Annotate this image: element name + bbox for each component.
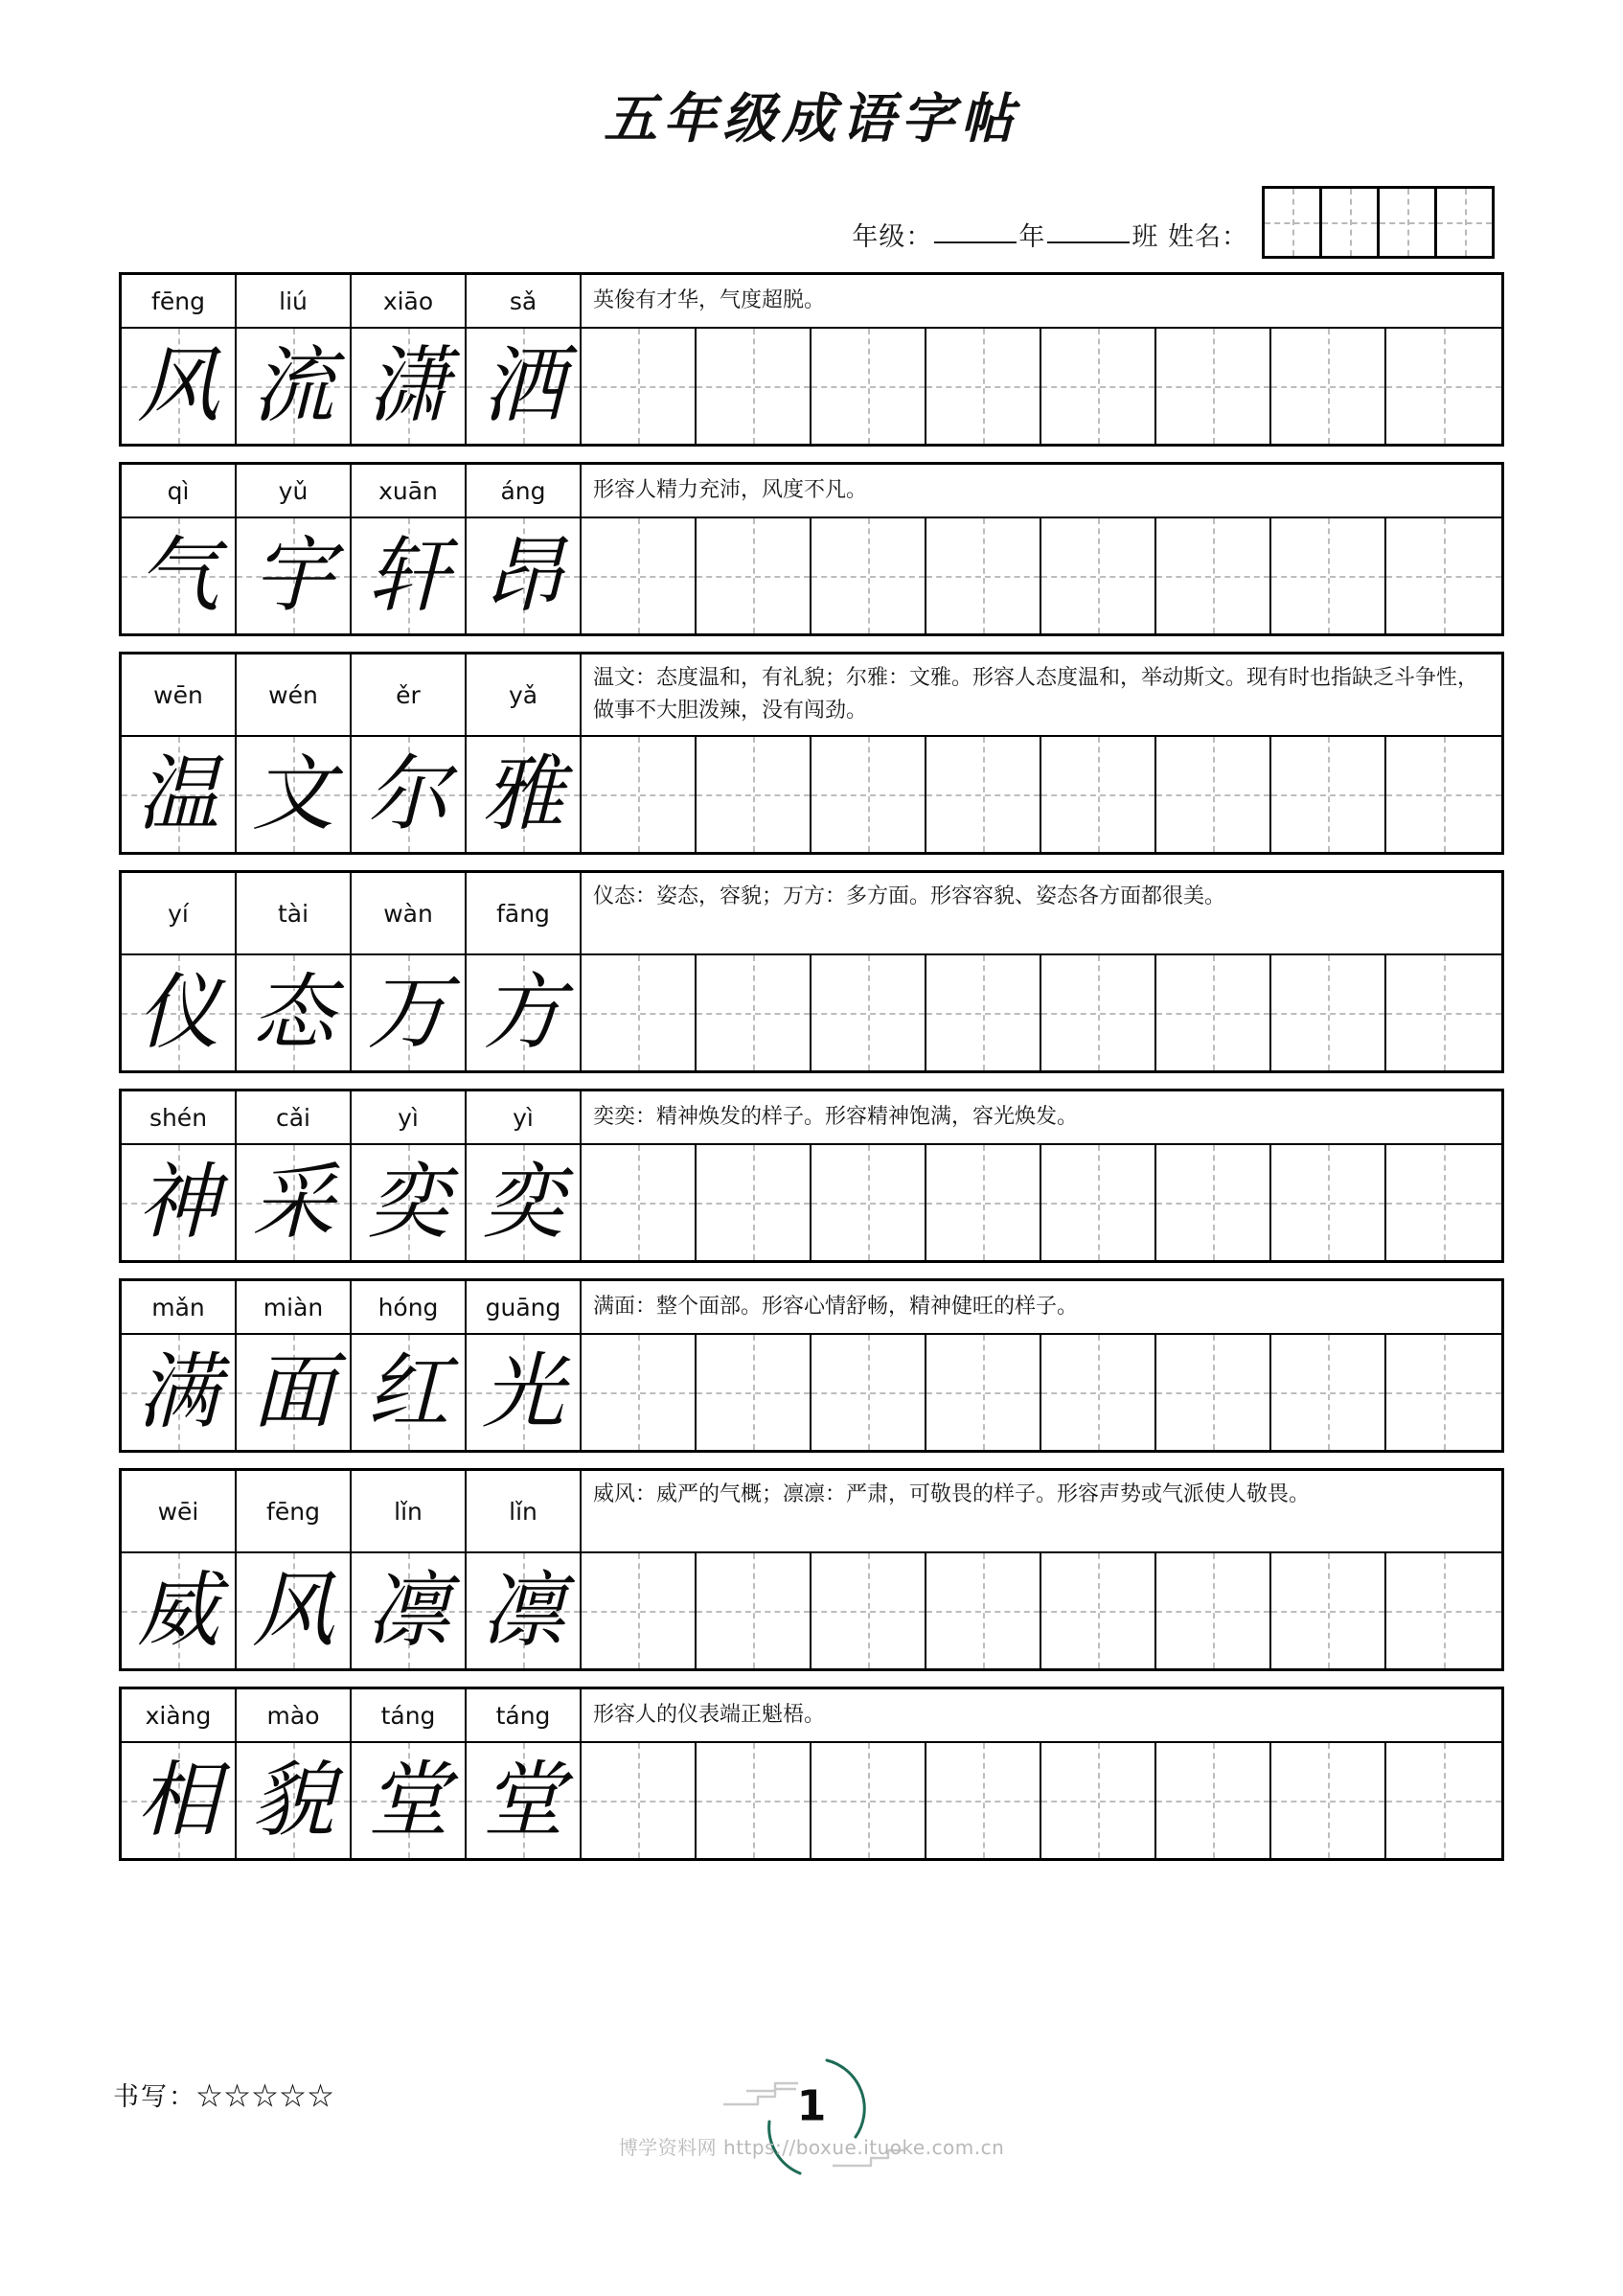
- blank-practice-cell[interactable]: [697, 1335, 812, 1450]
- idiom-block: [119, 462, 1504, 636]
- blank-practice-cell[interactable]: [1041, 518, 1156, 633]
- practice-row: [122, 955, 1501, 1070]
- character-glyph: 昂: [482, 528, 564, 624]
- blank-practice-cell[interactable]: [582, 1553, 697, 1668]
- idiom-block: [119, 870, 1504, 1073]
- pinyin-row: [122, 1281, 1501, 1335]
- character-glyph: 风: [252, 1563, 334, 1659]
- character-cell[interactable]: [352, 1145, 467, 1260]
- character-glyph: 神: [137, 1155, 219, 1251]
- character-glyph: 威: [137, 1563, 219, 1659]
- name-grid-cell[interactable]: [1437, 189, 1495, 256]
- blank-practice-cell[interactable]: [582, 1335, 697, 1450]
- blank-practice-cell[interactable]: [926, 1553, 1041, 1668]
- character-cell[interactable]: [467, 1553, 582, 1668]
- character-glyph: 流: [252, 338, 334, 434]
- writing-score-label: 书写：: [113, 2082, 196, 2112]
- character-glyph: 奕: [367, 1155, 449, 1251]
- character-cell[interactable]: [352, 329, 467, 444]
- blank-practice-cell[interactable]: [1271, 1743, 1386, 1858]
- pinyin-cell: lǐn: [352, 1471, 467, 1551]
- name-grid-cell[interactable]: [1380, 189, 1437, 256]
- blank-practice-cell[interactable]: [697, 955, 812, 1070]
- practice-row: [122, 1145, 1501, 1260]
- pinyin-cell: ěr: [352, 654, 467, 735]
- blank-practice-cell[interactable]: [1386, 1335, 1501, 1450]
- blank-practice-cell[interactable]: [582, 955, 697, 1070]
- practice-row: [122, 1335, 1501, 1450]
- character-glyph: 堂: [367, 1753, 449, 1848]
- pinyin-cell: yì: [467, 1091, 582, 1143]
- blank-practice-cell[interactable]: [1271, 329, 1386, 444]
- character-cell[interactable]: [237, 1335, 352, 1450]
- character-cell[interactable]: [467, 1145, 582, 1260]
- blank-practice-cell[interactable]: [1386, 1553, 1501, 1668]
- pinyin-cell: wēn: [122, 654, 237, 735]
- character-cell[interactable]: [122, 1335, 237, 1450]
- blank-practice-cell[interactable]: [1386, 737, 1501, 852]
- blank-practice-cell[interactable]: [697, 1553, 812, 1668]
- pinyin-cell: qì: [122, 465, 237, 517]
- pinyin-cell: xiàng: [122, 1689, 237, 1741]
- pinyin-cell: fēng: [237, 1471, 352, 1551]
- character-glyph: 尔: [367, 746, 449, 842]
- character-glyph: 温: [137, 746, 219, 842]
- blank-practice-cell[interactable]: [1156, 1335, 1271, 1450]
- idiom-meaning: 温文：态度温和，有礼貌；尔雅：文雅。形容人态度温和，举动斯文。现有时也指缺乏斗争性，做事不大胆泼辣，没有闯劲。: [593, 666, 1479, 723]
- blank-practice-cell[interactable]: [1386, 1743, 1501, 1858]
- pinyin-cell: miàn: [237, 1281, 352, 1333]
- character-cell[interactable]: [237, 1145, 352, 1260]
- blank-practice-cell[interactable]: [1156, 737, 1271, 852]
- idiom-meaning: 满面：整个面部。形容心情舒畅，精神健旺的样子。: [593, 1294, 1079, 1319]
- character-glyph: 奕: [482, 1155, 564, 1251]
- pinyin-row: [122, 1471, 1501, 1553]
- pinyin-row: [122, 1689, 1501, 1743]
- idiom-meaning: 奕奕：精神焕发的样子。形容精神饱满，容光焕发。: [593, 1104, 1079, 1129]
- blank-practice-cell[interactable]: [582, 1743, 697, 1858]
- blank-practice-cell[interactable]: [1156, 955, 1271, 1070]
- practice-row: [122, 737, 1501, 852]
- blank-practice-cell[interactable]: [697, 1145, 812, 1260]
- pinyin-cell: lǐn: [467, 1471, 582, 1551]
- character-glyph: 文: [252, 746, 334, 842]
- blank-practice-cell[interactable]: [1271, 1553, 1386, 1668]
- character-cell[interactable]: [467, 1335, 582, 1450]
- character-cell[interactable]: [237, 518, 352, 633]
- pinyin-cell: shén: [122, 1091, 237, 1143]
- character-cell[interactable]: [237, 1743, 352, 1858]
- blank-practice-cell[interactable]: [1156, 1145, 1271, 1260]
- grade-blank-line[interactable]: [934, 241, 1017, 243]
- blank-practice-cell[interactable]: [926, 955, 1041, 1070]
- character-glyph: 态: [252, 965, 334, 1061]
- idiom-block: [119, 272, 1504, 447]
- character-cell[interactable]: [122, 518, 237, 633]
- idiom-sheet: [119, 259, 1504, 1861]
- character-cell[interactable]: [122, 1553, 237, 1668]
- blank-practice-cell[interactable]: [926, 1743, 1041, 1858]
- character-cell[interactable]: [467, 1743, 582, 1858]
- character-cell[interactable]: [467, 518, 582, 633]
- pinyin-row: [122, 654, 1501, 737]
- blank-practice-cell[interactable]: [1271, 1335, 1386, 1450]
- blank-practice-cell[interactable]: [1271, 955, 1386, 1070]
- practice-row: [122, 1743, 1501, 1858]
- blank-practice-cell[interactable]: [582, 737, 697, 852]
- character-glyph: 宇: [252, 528, 334, 624]
- character-glyph: 采: [252, 1155, 334, 1251]
- character-cell[interactable]: [352, 955, 467, 1070]
- character-glyph: 万: [367, 965, 449, 1061]
- blank-practice-cell[interactable]: [582, 518, 697, 633]
- blank-practice-cell[interactable]: [697, 1743, 812, 1858]
- practice-row: [122, 518, 1501, 633]
- character-glyph: 貌: [252, 1753, 334, 1848]
- character-glyph: 面: [252, 1344, 334, 1440]
- character-glyph: 红: [367, 1344, 449, 1440]
- character-glyph: 凛: [367, 1563, 449, 1659]
- character-cell[interactable]: [122, 1145, 237, 1260]
- pinyin-cell: yǔ: [237, 465, 352, 517]
- writing-score: [113, 2076, 335, 2113]
- pinyin-cell: mào: [237, 1689, 352, 1741]
- character-cell[interactable]: [237, 737, 352, 852]
- blank-practice-cell[interactable]: [1041, 1553, 1156, 1668]
- blank-practice-cell[interactable]: [697, 329, 812, 444]
- name-label: 姓名：: [1168, 222, 1248, 252]
- idiom-meaning: 形容人精力充沛，风度不凡。: [593, 477, 868, 502]
- idiom-block: [119, 1089, 1504, 1263]
- practice-row: [122, 1553, 1501, 1668]
- character-cell[interactable]: [122, 329, 237, 444]
- blank-practice-cell[interactable]: [812, 329, 926, 444]
- blank-practice-cell[interactable]: [1041, 1335, 1156, 1450]
- blank-practice-cell[interactable]: [1156, 518, 1271, 633]
- blank-practice-cell[interactable]: [1041, 955, 1156, 1070]
- blank-practice-cell[interactable]: [1386, 329, 1501, 444]
- character-cell[interactable]: [467, 737, 582, 852]
- blank-practice-cell[interactable]: [926, 737, 1041, 852]
- character-cell[interactable]: [467, 955, 582, 1070]
- pinyin-cell: mǎn: [122, 1281, 237, 1333]
- pinyin-row: [122, 465, 1501, 518]
- pinyin-cell: sǎ: [467, 275, 582, 327]
- character-glyph: 方: [482, 965, 564, 1061]
- pinyin-row: [122, 275, 1501, 329]
- name-grid-cell[interactable]: [1322, 189, 1380, 256]
- character-cell[interactable]: [122, 1743, 237, 1858]
- pinyin-cell: guāng: [467, 1281, 582, 1333]
- blank-practice-cell[interactable]: [926, 1145, 1041, 1260]
- character-glyph: 堂: [482, 1753, 564, 1848]
- blank-practice-cell[interactable]: [1156, 1743, 1271, 1858]
- pinyin-cell: xiāo: [352, 275, 467, 327]
- idiom-block: [119, 652, 1504, 855]
- pinyin-cell: liú: [237, 275, 352, 327]
- blank-practice-cell[interactable]: [926, 329, 1041, 444]
- blank-practice-cell[interactable]: [812, 1743, 926, 1858]
- blank-practice-cell[interactable]: [697, 737, 812, 852]
- blank-practice-cell[interactable]: [812, 518, 926, 633]
- character-glyph: 气: [137, 528, 219, 624]
- blank-practice-cell[interactable]: [926, 518, 1041, 633]
- blank-practice-cell[interactable]: [582, 1145, 697, 1260]
- blank-practice-cell[interactable]: [1386, 518, 1501, 633]
- blank-practice-cell[interactable]: [812, 1145, 926, 1260]
- star-rating[interactable]: ☆☆☆☆☆: [196, 2082, 335, 2112]
- character-cell[interactable]: [352, 1553, 467, 1668]
- blank-practice-cell[interactable]: [697, 518, 812, 633]
- character-glyph: 仪: [137, 965, 219, 1061]
- grade-label: 年级：: [852, 222, 933, 252]
- character-cell[interactable]: [352, 1743, 467, 1858]
- pinyin-cell: táng: [352, 1689, 467, 1741]
- name-grid-cell[interactable]: [1265, 189, 1322, 256]
- page-number: 1: [796, 2081, 827, 2131]
- idiom-meaning: 形容人的仪表端正魁梧。: [593, 1702, 826, 1727]
- idiom-block: [119, 1278, 1504, 1453]
- character-glyph: 相: [137, 1753, 219, 1848]
- pinyin-row: [122, 1091, 1501, 1145]
- pinyin-cell: táng: [467, 1689, 582, 1741]
- class-blank-line[interactable]: [1047, 241, 1130, 243]
- blank-practice-cell[interactable]: [1041, 329, 1156, 444]
- character-cell[interactable]: [352, 1335, 467, 1450]
- character-glyph: 光: [482, 1344, 564, 1440]
- watermark: 博学资料网 https://boxue.ituoke.com.cn: [618, 2136, 1005, 2159]
- pinyin-cell: xuān: [352, 465, 467, 517]
- blank-practice-cell[interactable]: [1041, 737, 1156, 852]
- blank-practice-cell[interactable]: [812, 955, 926, 1070]
- character-cell[interactable]: [122, 955, 237, 1070]
- pinyin-cell: hóng: [352, 1281, 467, 1333]
- pinyin-cell: áng: [467, 465, 582, 517]
- pinyin-cell: wēi: [122, 1471, 237, 1551]
- character-glyph: 满: [137, 1344, 219, 1440]
- pinyin-row: [122, 873, 1501, 955]
- pinyin-cell: cǎi: [237, 1091, 352, 1143]
- page-footer: [0, 2030, 1623, 2193]
- blank-practice-cell[interactable]: [1041, 1145, 1156, 1260]
- pinyin-cell: wàn: [352, 873, 467, 953]
- character-cell[interactable]: [237, 1553, 352, 1668]
- pinyin-cell: fāng: [467, 873, 582, 953]
- page-number-decoration: [687, 2030, 936, 2183]
- pinyin-cell: wén: [237, 654, 352, 735]
- blank-practice-cell[interactable]: [812, 1335, 926, 1450]
- character-glyph: 雅: [482, 746, 564, 842]
- idiom-block: [119, 1468, 1504, 1671]
- idiom-meaning: 英俊有才华，气度超脱。: [593, 287, 826, 312]
- blank-practice-cell[interactable]: [812, 1553, 926, 1668]
- character-cell[interactable]: [352, 518, 467, 633]
- character-glyph: 洒: [482, 338, 564, 434]
- student-info-label: [852, 216, 1248, 259]
- practice-row: [122, 329, 1501, 444]
- blank-practice-cell[interactable]: [812, 737, 926, 852]
- character-cell[interactable]: [352, 737, 467, 852]
- pinyin-cell: tài: [237, 873, 352, 953]
- blank-practice-cell[interactable]: [1156, 329, 1271, 444]
- character-cell[interactable]: [237, 955, 352, 1070]
- idiom-meaning: 威风：威严的气概；凛凛：严肃，可敬畏的样子。形容声势或气派使人敬畏。: [593, 1482, 1311, 1506]
- idiom-meaning: 仪态：姿态，容貌；万方：多方面。形容容貌、姿态各方面都很美。: [593, 884, 1226, 908]
- blank-practice-cell[interactable]: [582, 329, 697, 444]
- blank-practice-cell[interactable]: [1041, 1743, 1156, 1858]
- year-label: 年: [1018, 222, 1046, 252]
- pinyin-cell: yǎ: [467, 654, 582, 735]
- blank-practice-cell[interactable]: [1156, 1553, 1271, 1668]
- character-glyph: 轩: [367, 528, 449, 624]
- character-cell[interactable]: [467, 329, 582, 444]
- blank-practice-cell[interactable]: [926, 1335, 1041, 1450]
- blank-practice-cell[interactable]: [1271, 518, 1386, 633]
- blank-practice-cell[interactable]: [1271, 1145, 1386, 1260]
- page-title: 五年级成语字帖: [604, 87, 1019, 150]
- name-grid[interactable]: [1262, 186, 1495, 259]
- character-cell[interactable]: [122, 737, 237, 852]
- pinyin-cell: fēng: [122, 275, 237, 327]
- character-glyph: 潇: [367, 338, 449, 434]
- character-cell[interactable]: [237, 329, 352, 444]
- character-glyph: 风: [137, 338, 219, 434]
- blank-practice-cell[interactable]: [1386, 1145, 1501, 1260]
- pinyin-cell: yì: [352, 1091, 467, 1143]
- student-info-row: [0, 186, 1623, 259]
- idiom-block: [119, 1687, 1504, 1861]
- blank-practice-cell[interactable]: [1386, 955, 1501, 1070]
- pinyin-cell: yí: [122, 873, 237, 953]
- class-label: 班: [1132, 222, 1159, 252]
- character-glyph: 凛: [482, 1563, 564, 1659]
- blank-practice-cell[interactable]: [1271, 737, 1386, 852]
